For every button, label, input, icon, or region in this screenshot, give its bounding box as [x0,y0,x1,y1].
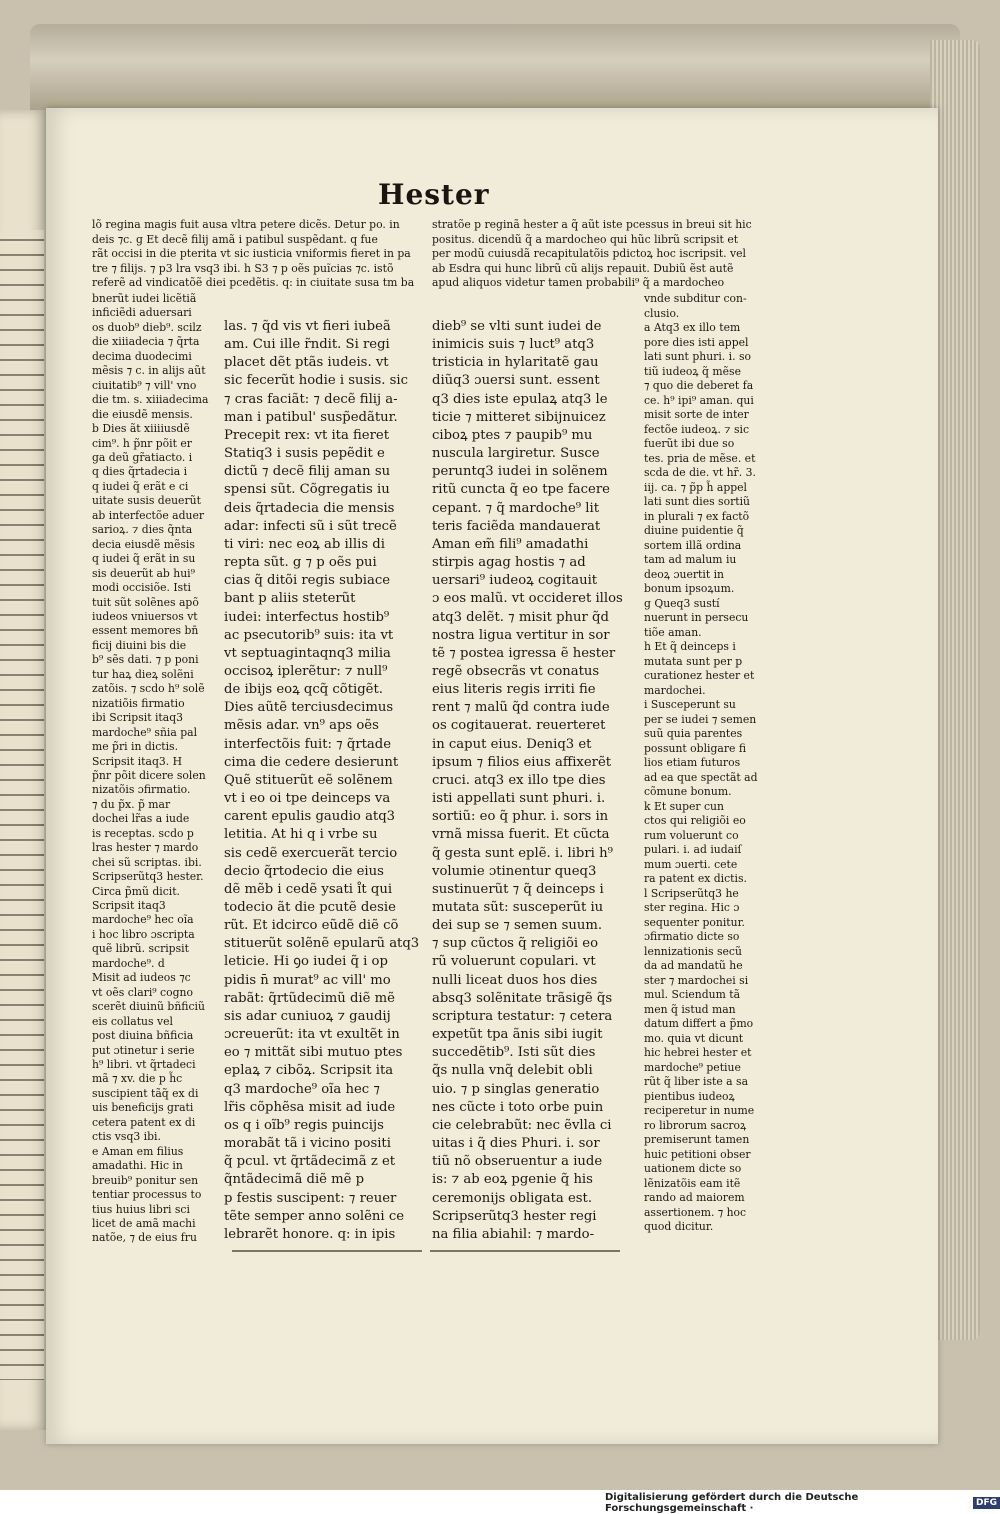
text-line: q3 mardoche⁹ oĩa hec ⁊ [224,1081,380,1097]
gloss-line: sarioꝝ. ⁊ dies q̃nta [92,523,193,537]
gloss-left-column [92,292,212,1245]
text-line: diũq3 ɔuersi sunt. essent [432,373,600,389]
gloss-line: q dies q̃rtadecia i [92,465,188,479]
text-line: Statiq3 i susis pepẽdit e [224,446,385,462]
gloss-line: post diuina bñficia [92,1029,194,1043]
gloss-line: ster ⁊ mardochei si [644,973,749,987]
text-line: cias q̃ ditõi regis subiace [224,573,391,589]
text-line: deis q̃rtadecia die mensis [224,500,395,516]
gloss-line: ab Esdra qui hunc librũ cũ alijs repauit. Dubiũ ẽst autẽ [432,261,734,275]
gloss-line: tuit sũt solẽnes apõ [92,595,199,609]
text-line: ⁊ sup cũctos q̃ religiõi eo [432,936,599,952]
gloss-line: lras hester ⁊ mardo [92,841,199,855]
text-line: ceremonijs obligata est. [432,1190,593,1206]
gloss-line: datum differt a p̃mo [644,1017,754,1030]
text-line: bant p aliis steterũt [224,591,356,607]
text-line: volumie ɔtinentur queq3 [432,863,597,879]
gloss-line: tur haꝝ dieꝝ solẽni [92,667,194,681]
gloss-line: in plurali ⁊ ex factõ [644,509,750,523]
text-line: os cogitauerat. reuerteret [432,718,606,734]
gloss-line: rãt occisi in die pterita vt sic iusticia vniformis fieret in pa [92,247,411,260]
gloss-line: inficiẽdi aduersari [92,306,192,320]
gloss-line: tiõe aman. [644,625,702,639]
gloss-line: tentiar processus to [92,1188,202,1202]
gloss-line: ra patent ex dictis. [644,872,747,885]
gloss-line: cetera patent ex di [92,1115,196,1129]
text-line: atq3 delẽt. ⁊ misit phur q̃d [432,609,609,625]
gloss-line: iudeos vniuersos vt [92,609,198,623]
gloss-line: mul. Sciendum tã [644,988,741,1001]
gloss-line: mardoche⁹. d [92,956,165,970]
text-line: mẽsis adar. vn⁹ aps oẽs [224,718,379,734]
text-line: tristicia in hylaritatẽ gau [432,355,599,371]
gloss-line: deis ⁊c. g Et decẽ filij amã i patibul suspẽdant. q fue [92,232,378,246]
text-line: absq3 solẽnitate trãsigẽ q̃s [432,990,613,1006]
gloss-line: ⁊ quo die deberet fa [644,379,754,392]
text-line: interfectõis fuit: ⁊ q̃rtade [224,736,392,752]
gloss-line: vt oẽs clari⁹ cogno [92,985,193,999]
gloss-line: Circa p̃mũ dicit. [92,884,180,898]
text-line: dictũ ⁊ decẽ filij aman su [224,464,391,480]
gloss-line: cim⁹. h p̃nr põit er [92,436,192,450]
text-line: adar: infecti sũ i sũt trecẽ [224,518,397,534]
text-line: succedẽtib⁹. Isti sũt dies [432,1045,596,1061]
gloss-line: rum voluerunt co [644,828,739,842]
gloss-line: eis collatus vel [92,1014,173,1028]
gloss-line: Scripsit itaq3 [92,899,166,913]
column-rule-left [232,1250,422,1252]
text-line: letitia. At hi q i vrbe su [224,827,378,843]
text-line: dei sup se ⁊ semen suum. [432,918,603,934]
text-line: lr̃is cõphẽsa misit ad iude [224,1099,396,1115]
gloss-line: huic petitioni obser [644,1147,751,1161]
gloss-line: suscipient tãq̃ ex di [92,1086,199,1100]
text-line: q̃ gesta sunt eplẽ. i. libri h⁹ [432,845,613,861]
text-line: p festis suscipent: ⁊ reuer [224,1190,397,1206]
gloss-line: q iudei q̃ erãt in su [92,552,196,566]
text-line: iudei: interfectus hostib⁹ [224,609,390,625]
gloss-line: ficij diuini bis die [92,638,187,652]
gloss-line: uis beneficijs grati [92,1101,194,1115]
gloss-line: nizatõis ɔfirmatio. [92,783,191,797]
digitization-footer [605,1493,1000,1513]
gloss-line: fuerũt ibi due so [644,437,735,450]
text-line: vt septuagintaqnq3 milia [224,645,391,661]
gloss-line: ctis vsq3 ibi. [92,1130,161,1144]
gloss-line: me p̃ri in dictis. [92,740,179,754]
column-rule-right [430,1250,620,1252]
gloss-line: h Et q̃ deinceps i [644,640,736,653]
text-line: sis adar cuniuoꝝ ⁊ gaudij [224,1008,391,1024]
gloss-line: die xiiiadecia ⁊ q̃rta [92,335,200,349]
text-line: nuscula largiretur. Susce [432,446,600,462]
gloss-line: ciuitatib⁹ ⁊ vill' vno [92,378,197,392]
text-line: decio q̃rtodecio die eius [224,863,384,879]
text-line: tiũ nõ obseruentur a iude [432,1154,603,1170]
text-line: de ibijs eoꝝ qcq̃ cõtigẽt. [224,682,383,698]
text-line: ɔ eos malũ. vt occideret illos [432,591,623,607]
gloss-line: scerẽt diuinũ bñficiũ [92,1000,205,1014]
text-line: pidis n̄ murat⁹ ac vill' mo [224,972,391,988]
gloss-line: iij. ca. ⁊ p̃p h̃ appel [644,480,748,494]
gloss-line: amadathi. Hic in [92,1159,183,1173]
gloss-line: lẽnizatõis eam itẽ [644,1176,741,1190]
gloss-line: nuerunt in persecu [644,611,749,624]
gloss-line: premiserunt tamen [644,1133,750,1146]
gloss-line: ⁊ du p̃x. p̃ mar [92,797,171,811]
text-line: occisoꝝ iplerẽtur: ⁊ null⁹ [224,663,388,679]
text-line: repta sũt. g ⁊ p oẽs pui [224,555,377,571]
gloss-line: hic hebrei hester et [644,1046,752,1059]
text-line: in caput eius. Deniq3 et [432,736,592,752]
text-line: ritũ cuncta q̃ eo tpe facere [432,482,610,498]
text-line: placet dẽt ptãs iudeis. vt [224,355,389,371]
gloss-line: a Atq3 ex illo tem [644,321,741,334]
gloss-line: g Queq3 sustí [644,596,720,610]
gloss-line: die tm. s. xiiiadecima [92,393,209,407]
gloss-line: b⁹ sẽs dati. ⁊ p poni [92,653,199,667]
main-text-column-1 [224,318,424,1248]
gloss-line: nizatiõis firmatio [92,696,185,710]
gloss-line: tre ⁊ filijs. ⁊ p3 lra vsq3 ibi. h S3 ⁊ p oẽs puĩcias ⁊c. istõ [92,261,394,275]
text-line: rabãt: q̃rtũdecimũ diẽ mẽ [224,990,395,1006]
text-line: man i patibul' susp̃edãtur. [224,409,398,425]
text-line: ipsum ⁊ filios eius affixerẽt [432,754,612,770]
gloss-line: rũt q̃ liber iste a sa [644,1075,749,1088]
gloss-line: quod dicitur. [644,1220,714,1233]
text-line: na filia abiahil: ⁊ mardo- [432,1226,595,1242]
gloss-line: ster regina. Hic ɔ [644,901,740,914]
gloss-line: Scripserũtq3 hester. [92,870,204,884]
text-line: dieb⁹ se vlti sunt iudei de [432,319,602,334]
gloss-line: apud aliquos videtur tamen probabili⁹ q̃ a mardocheo [432,276,725,289]
text-line: is: ⁊ ab eoꝝ pgenie q̃ his [432,1172,593,1188]
gloss-line: tam ad malum iu [644,553,737,566]
gloss-line: pore dies isti appel [644,335,749,349]
gloss-line: zatõis. ⁊ scdo h⁹ solẽ [92,682,205,696]
gloss-line: os duob⁹ dieb⁹. scilz [92,320,202,334]
gloss-line: essent memores bn̄ [92,624,199,638]
text-line: nulli liceat duos hos dies [432,972,598,988]
book-top-edge [30,24,960,114]
gloss-line: per modũ cuiusdã recapitulatõis pdictoꝝ hoc iscripsit. vel [432,247,746,260]
text-line: Scripserũtq3 hester regi [432,1208,597,1224]
text-line: Precepit rex: vt ita fieret [224,427,390,443]
text-line: sic fecerũt hodie i susis. sic [224,373,408,389]
gloss-line: licet de amã machi [92,1217,196,1230]
gloss-line: ab interfectõe aduer [92,508,205,522]
gloss-line: p̃nr põit dicere solen [92,768,206,782]
gloss-line: lios etiam futuros [644,756,741,769]
text-line: ciboꝝ ptes ⁊ paupib⁹ mu [432,427,593,443]
text-line: eplaꝝ ⁊ cibõꝝ. Scripsit ita [224,1063,394,1079]
gloss-line: lennizationis secũ [644,944,742,958]
text-line: uitas i q̃ dies Phuri. i. sor [432,1136,600,1152]
text-line: scriptura testatur: ⁊ cetera [432,1008,613,1024]
text-line: regẽ obsecrãs vt conatus [432,663,600,679]
text-line: mutata sũt: susceperũt iu [432,900,604,915]
text-line: cepant. ⁊ q̃ mardoche⁹ lit [432,500,600,516]
gloss-line: Misit ad iudeos ⁊c [92,971,191,985]
text-line: q̃s nulla vnq̃ delebit obli [432,1063,593,1079]
gloss-line: uationem dicte so [644,1162,742,1175]
gloss-line: ad ea que spectãt ad [644,770,758,784]
gloss-line: referẽ ad vindicatõẽ diei pcedẽtis. q: in ciuitate susa tm ba [92,276,415,289]
main-text-column-2 [432,318,632,1248]
gloss-line: decima duodecimi [92,349,192,363]
gloss-line: da ad mandatũ he [644,959,743,972]
text-line: todecio ãt die pcutẽ desie [224,900,396,915]
gloss-line: mardoche⁹ petiue [644,1060,741,1074]
text-line: q̃ pcul. vt q̃rtãdecimã z et [224,1154,396,1170]
text-line: peruntq3 iudei in solẽnem [432,464,608,480]
text-line: ⁊ cras faciãt: ⁊ decẽ filij a- [224,391,398,407]
text-line: ac psecutorib⁹ suis: ita vt [224,627,394,643]
gloss-line: mã ⁊ xv. die p h̃c [92,1072,183,1086]
text-line: teris faciẽda mandauerat [432,518,601,534]
gloss-line: clusio. [644,306,680,320]
dfg-logo: DFG [973,1497,1000,1509]
gloss-line: diuine puidentie q̃ [644,524,744,537]
gloss-line: cõmune bonum. [644,785,732,798]
running-head: Hester [378,178,490,211]
text-line: eo ⁊ mittãt sibi mutuo ptes [224,1045,403,1061]
text-line: inimicis suis ⁊ luct⁹ atq3 [432,337,595,353]
gloss-line: deoꝝ ɔuertit in [644,567,724,581]
gloss-line: stratõe p reginã hester a q̃ aũt iste pcessus in breui sit hic [432,218,752,231]
text-line: cima die cedere desierunt [224,754,399,770]
text-line: tẽ ⁊ postea igressa ẽ hester [432,645,616,661]
gloss-line: vnde subditur con- [644,292,747,305]
text-line: sortiũ: eo q̃ phur. i. sors in [432,809,609,825]
text-line: morabãt tã i vicino positi [224,1136,391,1152]
gloss-line: natõe, ⁊ de eius fru [92,1231,197,1245]
text-line: Dies aũtẽ terciusdecimus [224,700,394,716]
text-line: spensi sũt. Cõgregatis iu [224,482,390,498]
gloss-line: i Susceperunt su [644,698,736,711]
text-line: sustinuerũt ⁊ q̃ deinceps i [432,881,604,897]
text-line: nostra ligua vertitur in sor [432,627,610,643]
gloss-line: men q̃ istud man [644,1002,736,1016]
gloss-line: modi occisiõe. Isti [92,581,191,595]
gloss-line: positus. dicendũ q̃ a mardocheo qui hũc librũ scripsit et [432,232,739,246]
gloss-line: mo. quia vt dicunt [644,1031,744,1045]
text-line: carent epulis gaudio atq3 [224,809,396,825]
text-line: sis cedẽ exercuerãt tercio [224,845,398,861]
gloss-line: mardoche⁹ sñia pal [92,725,198,739]
gloss-line: mardochei. [644,683,706,697]
gloss-line: mardoche⁹ hec oĩa [92,913,194,927]
text-line: las. ⁊ q̃d vis vt fieri iubeã [224,319,391,334]
text-line: uersari⁹ iudeoꝝ cogitauit [432,573,598,589]
text-line: am. Cui ille r̃ndit. Si regi [224,337,390,353]
text-line: Aman em̃ fili⁹ amadathi [432,536,589,552]
gloss-line: tes. pria de mẽse. et [644,451,756,465]
gloss-line: ro librorum sacroꝝ [644,1118,747,1132]
gloss-line: ctos qui religiõi eo [644,814,746,827]
gloss-line: possunt obligare fi [644,741,747,755]
gloss-line: sortem illã ordina [644,538,742,552]
gloss-line: ga deũ gr̃atiacto. i [92,450,193,464]
facing-page [0,110,48,1430]
gloss-line: fectõe iudeoꝝ. ⁊ sic [644,422,750,436]
text-line: lebrarẽt honore. q: in ipis [224,1226,396,1242]
gloss-line: ce. h⁹ ipi⁹ aman. qui [644,393,754,407]
gloss-line: i hoc libro ɔscripta [92,927,195,941]
gloss-line: breuib⁹ ponitur sen [92,1173,199,1187]
text-line: rent ⁊ malũ q̃d contra iude [432,700,610,716]
gloss-line: b Dies ãt xiiiiusdẽ [92,422,190,436]
text-line: q3 dies iste epulaꝝ atq3 le [432,391,608,407]
text-line: vt i eo oi tpe deinceps va [224,791,391,807]
gloss-line: bnerũt iudei licẽtiã [92,292,197,305]
gloss-line: misit sorte de inter [644,408,749,421]
text-line: stirpis agag hostis ⁊ ad [432,555,586,571]
gloss-line: assertionem. ⁊ hoc [644,1205,747,1219]
gloss-line: mum ɔuerti. cete [644,857,738,871]
text-line: nes cũcte i toto orbe puin [432,1099,604,1115]
gloss-line: put ɔtinetur i serie [92,1043,195,1057]
gloss-line: sis deuerũt ab hui⁹ [92,566,195,580]
gloss-line: h⁹ libri. vt q̃rtadeci [92,1058,196,1072]
text-line: q̃ntãdecimã diẽ mẽ p [224,1172,365,1188]
gloss-line: mutata sunt per p [644,654,743,668]
gloss-line: k Et super cun [644,799,724,813]
gloss-line: decia eiusdẽ mẽsis [92,537,195,551]
text-line: isti appellati sunt phuri. i. [432,791,606,807]
gloss-line: e Aman em filius [92,1144,184,1158]
gloss-line: tius huius libri sci [92,1202,190,1216]
gloss-top-block [92,218,428,294]
gloss-line: rando ad maiorem [644,1191,745,1204]
text-line: ɔcreuerũt: ita vt exultẽt in [224,1027,400,1043]
gloss-line: sequenter ponitur. [644,915,745,929]
gloss-line: reciperetur in nume [644,1104,755,1117]
text-line: uio. ⁊ p singlas generatio [432,1081,600,1097]
gloss-line: scda de die. vt hr̃. 3. [644,466,756,479]
gloss-line: ɔfirmatio dicte so [644,930,740,943]
gloss-line: lati sunt phuri. i. so [644,350,751,363]
text-line: cruci. atq3 ex illo tpe dies [432,772,606,788]
gloss-line: tiũ iudeoꝝ q̃ mẽse [644,364,741,378]
gloss-line: l Scripserũtq3 he [644,886,739,900]
gloss-line: lati sunt dies sortiũ [644,495,751,508]
gloss-line: lõ regina magis fuit ausa vltra petere dicẽs. Detur po. in [92,218,400,231]
text-line: leticie. Hi ꝯo iudei q̃ i op [224,954,388,970]
gloss-line: die eiusdẽ mensis. [92,407,193,421]
gloss-top-right-block [432,218,762,294]
gloss-line: Scripsit itaq3. H [92,754,183,768]
gloss-line: dochei lr̃as a iude [92,812,190,826]
gloss-line: quẽ librũ. scripsit [92,942,189,956]
text-line: ticie ⁊ mitteret sibijnuicez [432,409,606,425]
text-line: expetũt tpa ãnis sibi iugit [432,1027,603,1043]
gloss-line: curationez hester et [644,669,755,682]
gloss-line: bonum ipsoꝝum. [644,582,735,595]
gloss-line: pientibus iudeoꝝ [644,1089,735,1103]
text-line: eius literis regis irriti fie [432,682,596,698]
gloss-line: chei sũ scriptas. ibi. [92,855,202,869]
text-line: ti viri: nec eoꝝ ab illis di [224,536,385,552]
gloss-line: mẽsis ⁊ c. in alijs aũt [92,364,206,378]
gloss-line: pulari. i. ad iudaiſ [644,843,742,856]
gloss-line: uitate susis deuerũt [92,494,201,508]
text-line: cie celebrabũt: nec ẽvlla ci [432,1117,612,1133]
gloss-line: suũ quia parentes [644,727,743,740]
gloss-line: per se iudei ⁊ semen [644,712,757,726]
text-line: tẽte semper anno solẽni ce [224,1208,405,1224]
footer-text: Digitalisierung gefördert durch die Deutsche Forschungsgemeinschaft · [605,1492,859,1514]
text-line: stituerũt solẽnẽ epularũ atq3 [224,936,420,952]
text-line: os q i oĩb⁹ regis puincijs [224,1117,384,1133]
gloss-right-column [644,292,770,1242]
text-line: vrnã missa fuerit. Et cũcta [432,827,610,843]
text-line: dẽ mẽb i cedẽ ysati i̊t qui [224,881,393,897]
text-line: rũt. Et idcirco eũdẽ diẽ cõ [224,918,399,934]
text-line: rũ voluerunt copulari. vt [432,954,596,970]
text-line: Quẽ stituerũt eẽ solẽnem [224,772,393,788]
gloss-line: q iudei q̃ erãt e ci [92,479,189,493]
gloss-line: ibi Scripsit itaq3 [92,711,183,725]
gloss-line: is receptas. scdo p [92,826,194,840]
